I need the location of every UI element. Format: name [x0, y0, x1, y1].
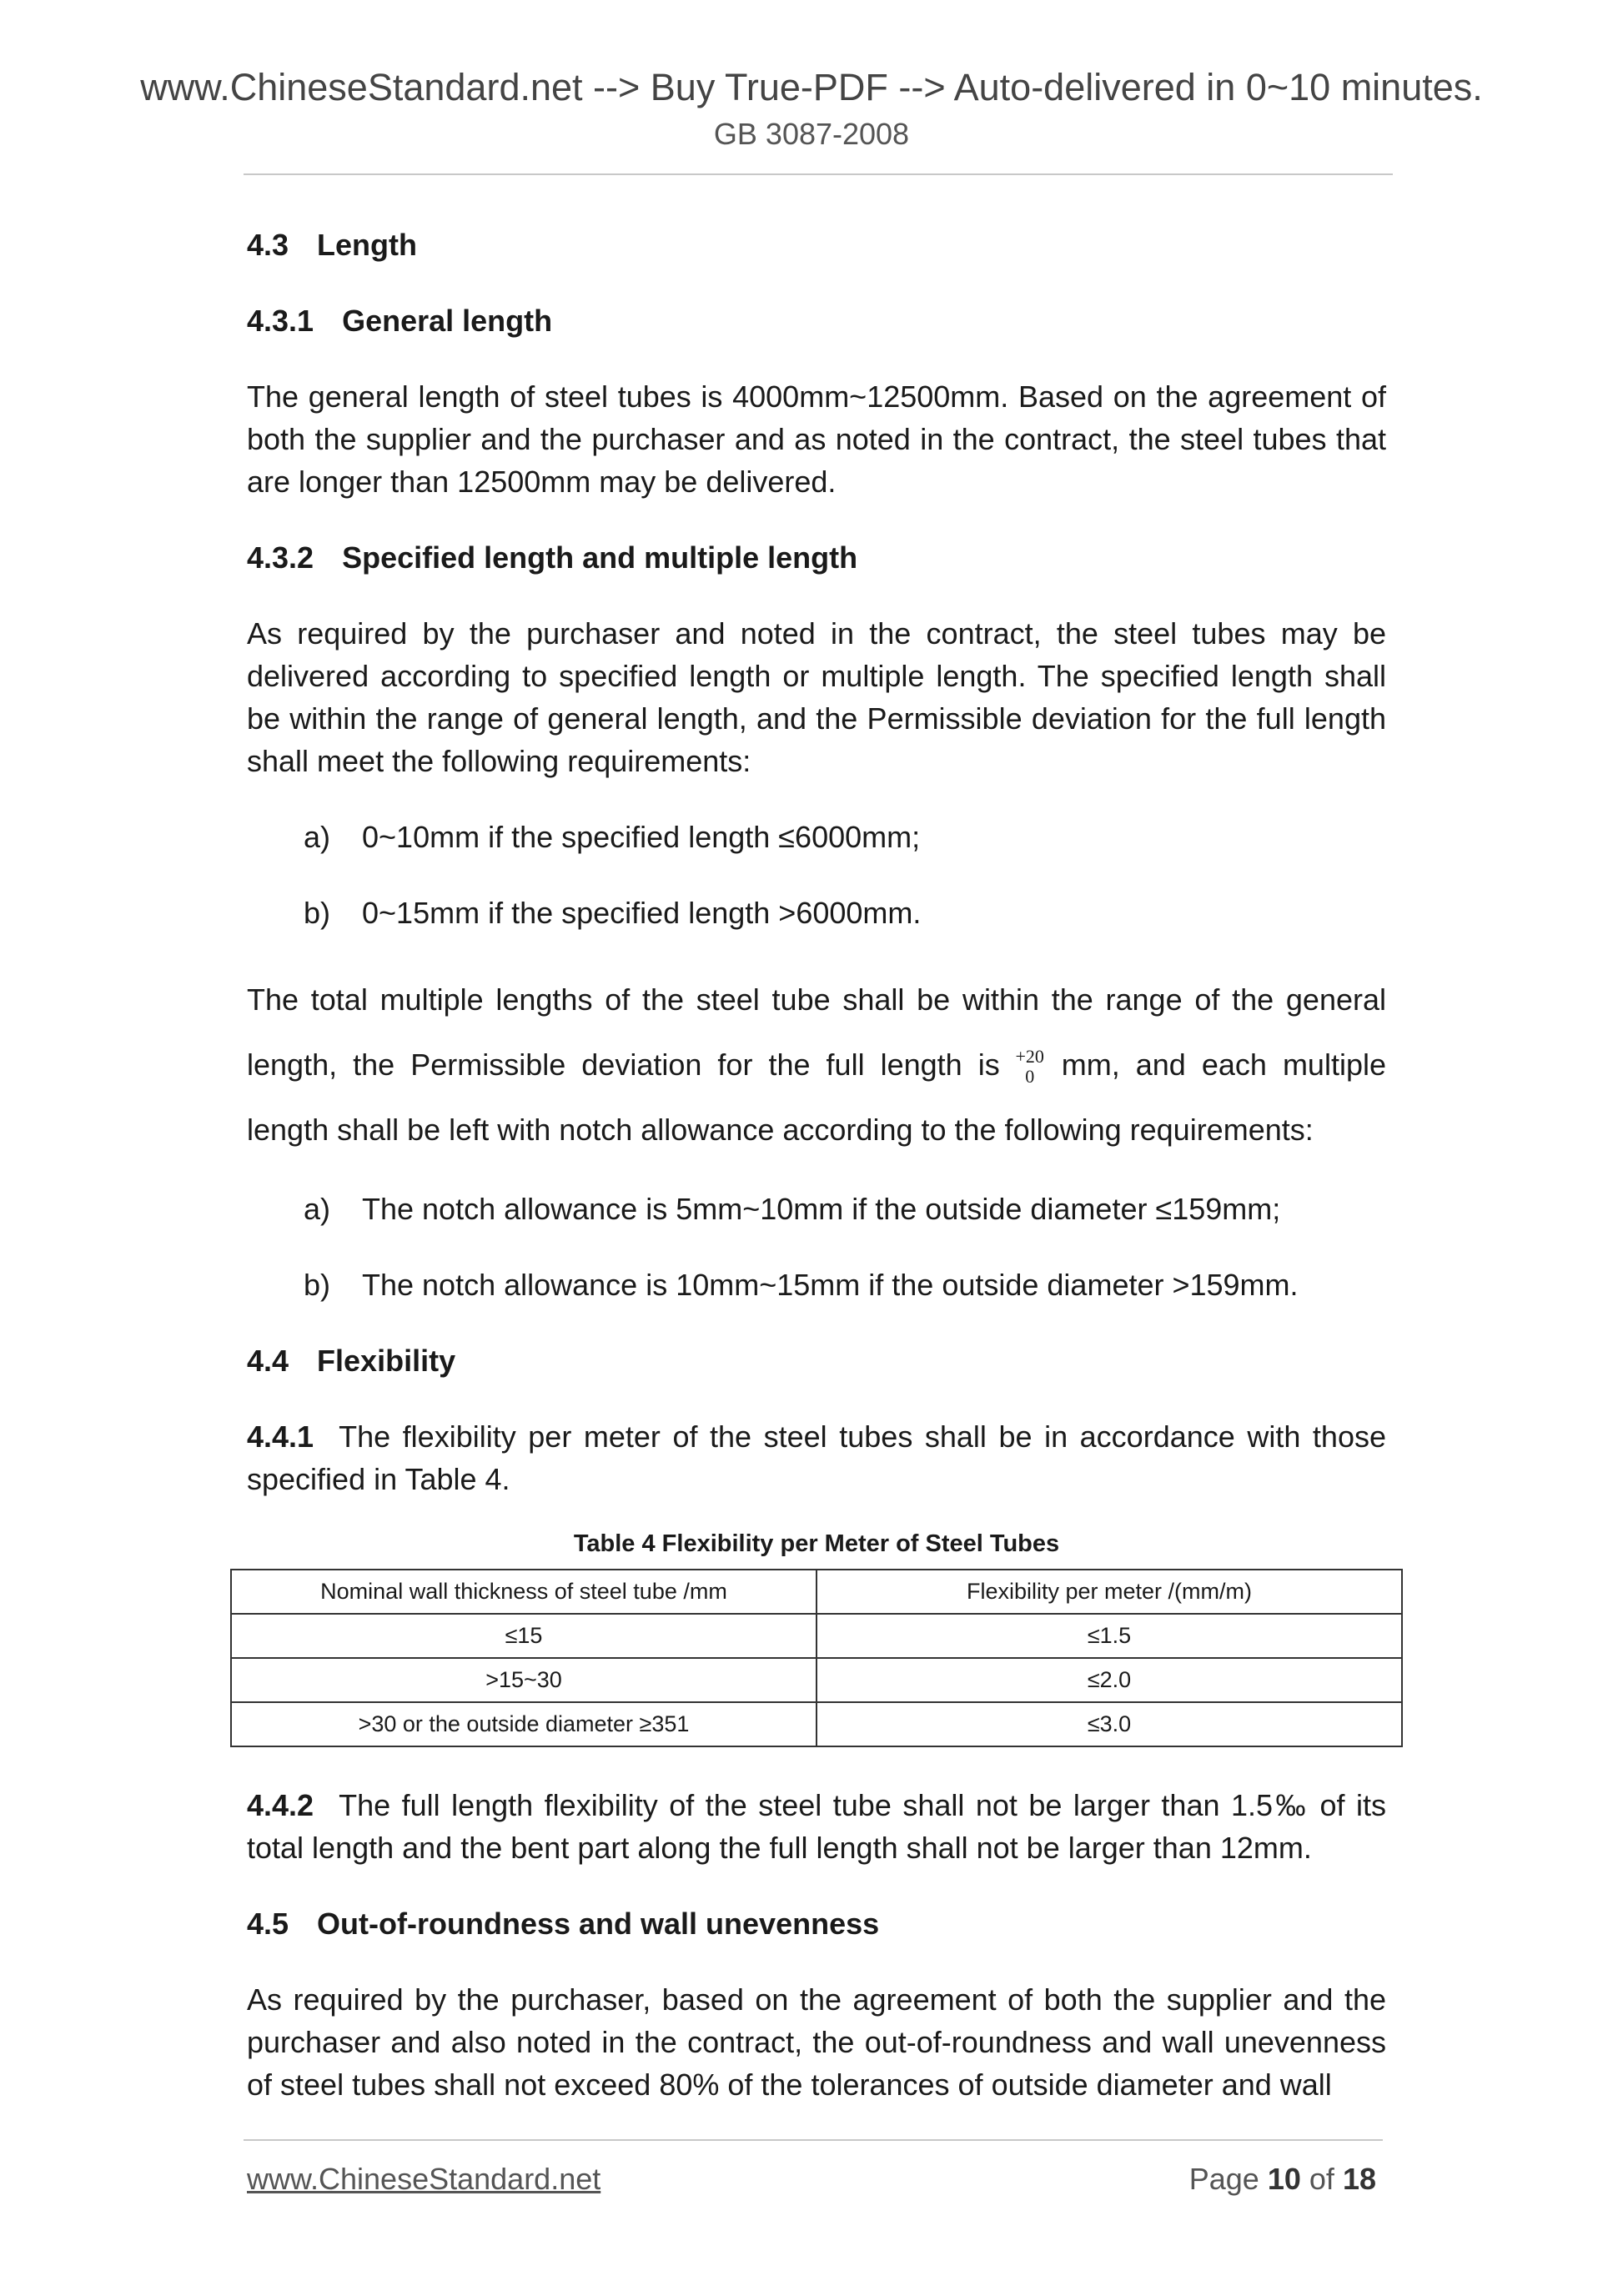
- list-item: [247, 816, 1386, 858]
- page-indicator: [1189, 2162, 1376, 2197]
- tolerance-fraction: [1012, 1047, 1048, 1087]
- list-label: a): [304, 820, 331, 854]
- section-number: 4.5: [247, 1907, 289, 1941]
- document-body: [247, 224, 1386, 2139]
- paragraph-specified-length: As required by the purchaser and noted in the contract, the steel tubes may be delivered according to specified length or multiple length. The specified length shall be within the range of general length, and the Permissible deviation for the full length shall meet the following requirements:: [247, 616, 1386, 778]
- page-number: 10: [1267, 2162, 1301, 2196]
- page-header: [0, 65, 1623, 153]
- page-word: Page: [1188, 2162, 1259, 2196]
- section-number: 4.3: [247, 228, 289, 262]
- clause-number: 4.4.1: [247, 1419, 314, 1454]
- tolerance-lower: 0: [1025, 1066, 1035, 1088]
- section-heading-4-4: [247, 1339, 1386, 1382]
- section-heading-4-3: [247, 224, 1386, 266]
- list-label: b): [304, 896, 331, 930]
- paragraph-flexibility-per-meter: [247, 1415, 1386, 1500]
- clause-number: 4.4.2: [247, 1788, 314, 1822]
- section-number: 4.3.1: [247, 304, 314, 338]
- list-text: 0~10mm if the specified length ≤6000mm;: [362, 820, 921, 854]
- list-text: 0~15mm if the specified length >6000mm.: [362, 896, 922, 930]
- standard-number: GB 3087-2008: [713, 117, 910, 151]
- paragraph-multiple-length: [247, 967, 1386, 1163]
- table-cell: ≤2.0: [817, 1658, 1402, 1702]
- section-title: Specified length and multiple length: [342, 540, 858, 575]
- table-cell: ≤15: [231, 1614, 817, 1658]
- clause-text: The full length flexibility of the steel tube shall not be larger than 1.5‰ of its total length and the bent part along the full length shall not be larger than 12mm.: [247, 1788, 1386, 1865]
- footer-link[interactable]: www.ChineseStandard.net: [247, 2162, 601, 2196]
- section-heading-4-3-2: [247, 536, 1386, 579]
- paragraph-out-of-roundness: As required by the purchaser, based on the agreement of both the supplier and the purchaser and also noted in the contract, the out-of-roundness and wall unevenness of steel tubes shall not exceed 80% of the tolerances of outside diameter and wall: [247, 1982, 1386, 2102]
- list-label: b): [304, 1268, 331, 1302]
- table-title: Table 4 Flexibility per Meter of Steel Tubes: [573, 1530, 1060, 1557]
- list-label: a): [304, 1192, 331, 1226]
- table-cell: ≤3.0: [817, 1702, 1402, 1746]
- table-row: [231, 1658, 1402, 1702]
- page-total: 18: [1342, 2162, 1376, 2196]
- list-item: [247, 1188, 1386, 1230]
- table-header-cell: Flexibility per meter /(mm/m): [817, 1570, 1402, 1614]
- table-cell: ≤1.5: [817, 1614, 1402, 1658]
- section-heading-4-5: [247, 1902, 1386, 1945]
- list-text: The notch allowance is 5mm~10mm if the outside diameter ≤159mm;: [362, 1192, 1281, 1226]
- table-cell: >15~30: [231, 1658, 817, 1702]
- table-row: [231, 1614, 1402, 1658]
- list-text: The notch allowance is 10mm~15mm if the outside diameter >159mm.: [362, 1268, 1299, 1302]
- tolerance-upper: +20: [1015, 1046, 1044, 1068]
- paragraph-general-length: The general length of steel tubes is 4000mm~12500mm. Based on the agreement of both the supplier and the purchaser and as noted in the contract, the steel tubes that are longer than 12500mm may be delivered.: [247, 379, 1386, 499]
- footer-divider: [244, 2139, 1383, 2141]
- section-title: Length: [317, 228, 418, 262]
- flexibility-table: [230, 1569, 1403, 1747]
- list-item: [247, 892, 1386, 934]
- table-header-row: [231, 1570, 1402, 1614]
- section-number: 4.3.2: [247, 540, 314, 575]
- section-title: Flexibility: [317, 1344, 456, 1378]
- table-cell: >30 or the outside diameter ≥351: [231, 1702, 817, 1746]
- header-banner[interactable]: www.ChineseStandard.net --> Buy True-PDF --> Auto-delivered in 0~10 minutes.: [140, 66, 1483, 108]
- paragraph-full-length-flexibility: [247, 1784, 1386, 1869]
- multiple-length-text-continued: mm, and each multiple length shall be left with notch allowance according to the following requirements:: [247, 1048, 1386, 1147]
- clause-text: The flexibility per meter of the steel tubes shall be in accordance with those specified in Table 4.: [247, 1419, 1386, 1496]
- header-divider: [244, 173, 1393, 175]
- table-header-cell: Nominal wall thickness of steel tube /mm: [231, 1570, 817, 1614]
- section-title: Out-of-roundness and wall unevenness: [317, 1907, 880, 1941]
- of-word: of: [1309, 2162, 1334, 2196]
- table-row: [231, 1702, 1402, 1746]
- section-number: 4.4: [247, 1344, 289, 1378]
- multiple-length-text: The total multiple lengths of the steel tube shall be within the range of the general length, the Permissible deviation for the full length is: [247, 982, 1386, 1082]
- section-heading-4-3-1: [247, 299, 1386, 342]
- list-item: [247, 1264, 1386, 1306]
- section-title: General length: [342, 304, 553, 338]
